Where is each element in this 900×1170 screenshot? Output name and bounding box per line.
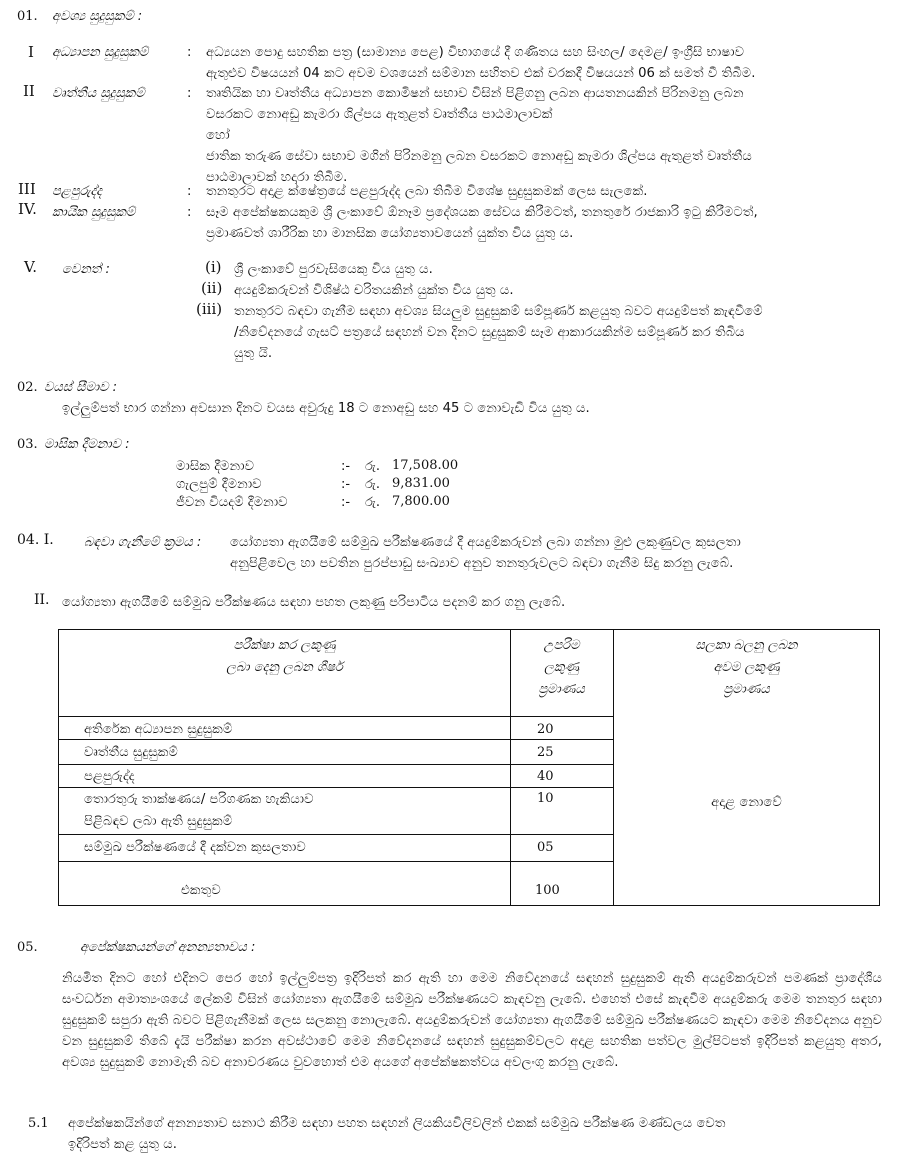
header-min-line-2: අවම ලකුණු	[713, 660, 780, 675]
item-iii-label: පළපුරුද්ද	[52, 184, 102, 199]
item-ii-line-3: හෝ	[206, 128, 230, 143]
section-03-number: 03.	[17, 437, 38, 452]
subsection-5-1-number: 5.1	[28, 1116, 49, 1131]
section-04-ii-number: II.	[34, 592, 50, 608]
item-iv-label: කායික සුදුසුකම්	[52, 205, 136, 220]
section-05-number: 05.	[17, 940, 38, 955]
header-criteria-line-1: පරීක්ෂා කර ලකුණු	[233, 638, 336, 653]
section-04-number: 04. I.	[17, 532, 54, 548]
section-05-title: අපේක්ෂකයන්ගේ අනන්‍යතාවය :	[80, 940, 256, 955]
allowance-currency: රු.	[365, 459, 381, 474]
item-i-line-1: අධ්‍යයන පොදු සහතික පත්‍ර (සාමාන්‍ය පෙළ) විභාගයේ දී ගණිතය සහ සිංහල/ දෙමළ/ ඉංග්‍රීසි භාෂාව	[206, 45, 745, 60]
age-limit-text: ඉල්ලුම්පත් භාර ගන්නා අවසාන දිනට වයස අවුරුදු 18 ට නොඅඩු සහ 45 ට නොවැඩි විය යුතු ය.	[62, 401, 590, 416]
header-min-line-3: ප්‍රමාණය	[723, 682, 770, 697]
table-row-marks: 10	[537, 791, 554, 806]
allowance-label: ජීවන වියදම් දීමනාව	[176, 495, 288, 510]
table-row-marks: 20	[537, 722, 554, 737]
item-v-iii-line-1: තනතුරට බඳවා ගැනීම සඳහා අවශ්‍ය සියලුම සුදුසුකම් සම්පූර්ණ කළයුතු බවට අයදුම්පත් කැඳවීමේ	[234, 304, 763, 319]
item-ii-line-1: තෘතියික හා වෘත්තීය අධ්‍යාපන කොමිෂන් සභාව විසින් පිළිගනු ලබන ආයතනයකින් පිරිනමනු ලබන	[206, 86, 744, 101]
table-row-marks: 05	[537, 840, 554, 855]
recruitment-line-1: යෝග්‍යතා ඇගයීමේ සම්මුඛ පරීක්ෂණයේ දී අයදුම්කරුවන් ලබා ගන්නා මුළු ලකුණුවල කුසලතා	[230, 535, 741, 550]
allowance-separator: :-	[341, 477, 351, 492]
item-v-iii-line-3: යුතු යි.	[234, 346, 273, 361]
table-row-marks: 40	[537, 769, 554, 784]
header-max-line-1: උපරිම	[543, 638, 580, 653]
item-iv-number: IV.	[18, 200, 37, 218]
section-01-number: 01.	[17, 9, 38, 24]
item-v-number: V.	[24, 258, 37, 276]
header-criteria-line-2: ලබා දෙනු ලබන ශීර්ෂ	[226, 660, 343, 675]
table-row-marks: 25	[537, 745, 554, 760]
item-ii-line-4: ජාතික තරුණ සේවා සභාව මගින් පිරිනමනු ලබන වසරකට නොඅඩු කැමරා ශිල්පය ඇතුළත් වෘත්තීය	[206, 149, 752, 164]
item-ii-label: වෘත්තීය සුදුසුකම්	[52, 86, 145, 101]
allowance-amount: 17,508.00	[392, 458, 459, 473]
allowance-label: මාසික දීමනාව	[176, 459, 255, 474]
item-iv-line-1: සෑම අපේක්ෂකයකුම ශ්‍රී ලංකාවේ ඕනෑම ප්‍රදේශයක සේවය කිරීමටත්, තනතුරේ රාජකාරි ඉටු කිරීමටත්,	[206, 205, 758, 220]
table-row-label: පළපුරුද්ද	[84, 769, 135, 784]
allowance-currency: රු.	[365, 495, 381, 510]
item-ii-number: II	[23, 82, 35, 100]
header-max-line-2: ලකුණු	[543, 660, 580, 675]
section-02-number: 02.	[17, 380, 38, 395]
subsection-5-1-line-1: අපේක්ෂකයින්ගේ අනන්‍යතාව සනාථ කිරීම සඳහා පහත සඳහන් ලියකියවිලිවලින් එකක් සම්මුඛ පරීක්ෂණ මණ්ඩලය වෙත	[68, 1116, 726, 1131]
allowance-label: ගැලපුම් දීමනාව	[176, 477, 262, 492]
recruitment-line-2: අනුපිළිවෙල හා පවතින පුරප්පාඩු සංඛ්‍යාව අනුව තනතුරුවලට බඳවා ගැනීම සිදු කරනු ලැබේ.	[230, 556, 734, 571]
item-v-i-number: (i)	[205, 258, 222, 276]
item-v-iii-line-2: /නිවේදනයේ ගැසට් පත්‍රයේ සඳහන් වන දිනට සුදුසුකම් සෑම ආකාරයකින්ම සම්පූර්ණ කර තිබිය	[234, 325, 745, 340]
item-iii-number: III	[18, 180, 36, 198]
item-v-iii-number: (iii)	[196, 300, 223, 318]
table-row-label: වෘත්තීය සුදුසුකම්	[84, 745, 178, 760]
item-iv-line-2: ප්‍රමාණවත් ශාරීරික හා මානසික යෝග්‍යතාවයෙන් යුක්ත විය යුතු ය.	[206, 226, 574, 241]
item-ii-line-2: වසරකට නොඅඩු කැමරා ශිල්පය ඇතුළත් වෘත්තීය පාඨමාලාවක්	[206, 107, 553, 122]
item-ii-colon: :	[187, 86, 192, 101]
minimum-marks-value: අදාළ නොවේ	[711, 795, 782, 810]
item-iv-colon: :	[187, 205, 192, 220]
item-iii-line-1: තනතුරට අදාළ ක්ෂේත්‍රයේ පළපුරුද්ද ලබා තිබීම විශේෂ සුදුසුකමක් ලෙස සැලකේ.	[206, 184, 648, 199]
item-ii-line-5: පාඨමාලාවක් හදාරා තිබීම.	[206, 170, 348, 185]
marking-scheme-intro: යෝග්‍යතා ඇගයීමේ සම්මුඛ පරීක්ෂණය සඳහා පහත ලකුණු පරිපාටිය පදනම් කර ගනු ලැබේ.	[62, 595, 566, 610]
identity-paragraph: නියමිත දිනට හෝ එදිනට පෙර හෝ ඉල්ලුම්පත්‍ර ඉදිරිපත් කර ඇති හා මෙම නිවේදනයේ සඳහන් සුදුසුකම් ඇති අයදුම්කරුවන් පමණක් ප්‍රාදේශීය සංවර්ධන අමාත්‍යංශයේ ලේකම් විසින් යෝග්‍යතා ඇගයීමේ සම්මුඛ පරීක්ෂණයට කැඳවනු ලැබේ. එහෙත් එසේ කැඳවීම අයදුම්කරු මෙම තනතුර සඳහා සුදුසුකම් සපුරා ඇති බවට පිළිගැනීමක් ලෙස සලකනු නොලැබේ. අයදුම්කරුවන් යෝග්‍යතා ඇගයීමේ සම්මුඛ පරීක්ෂණයට කැඳවා මෙම නිවේදනය අනුව වන සුදුසුකම් තිබේ දැයි පරීක්ෂා කරන අවස්ථාවේ මෙම නිවේදනයේ සඳහන් සුදුසුකම්වලට අදාළ සහතික පත්වල මුල්පිටපත් ඉදිරිපත් කළයුතු අතර, අවශ්‍ය සුදුසුකම් නොමැති බව අනාවරණය වුවහොත් එම අයගේ අපේක්ෂකත්වය අවලංගු කරනු ලැබේ.	[62, 971, 882, 1070]
header-max-line-3: ප්‍රමාණය	[538, 682, 585, 697]
allowance-amount: 7,800.00	[392, 494, 450, 509]
item-v-ii-text: අයදුම්කරුවන් විශිෂ්ඨ චරිතයකින් යුක්ත විය යුතු ය.	[234, 283, 514, 298]
table-row-label: සම්මුඛ පරීක්ෂණයේ දී දක්වන කුසලතාව	[84, 840, 306, 855]
item-i-line-2: ඇතුළුව විෂයයන් 04 කට අවම වශයෙන් සම්මාන සහිතව එක් වරකදී විෂයයන් 06 ක් සමත් වී තිබීම.	[206, 66, 756, 81]
table-row-label-continued: පිළිබඳව ලබා ඇති සුදුසුකම්	[84, 814, 233, 829]
subsection-5-1-line-2: ඉදිරිපත් කළ යුතු ය.	[68, 1137, 177, 1152]
header-min-line-1: සලකා බලනු ලබන	[695, 638, 798, 653]
table-total-label: එකතුව	[181, 883, 221, 898]
table-total-marks: 100	[535, 883, 560, 898]
section-02-title: වයස් සීමාව :	[44, 380, 118, 395]
table-row-label: අතිරේක අධ්‍යාපන සුදුසුකම්	[84, 722, 233, 737]
section-01-title: අවශ්‍ය සුදුසුකම් :	[52, 9, 143, 24]
section-03-title: මාසික දීමනාව :	[44, 437, 130, 452]
item-iii-colon: :	[187, 184, 192, 199]
allowance-amount: 9,831.00	[392, 476, 450, 491]
allowance-currency: රු.	[365, 477, 381, 492]
item-v-i-text: ශ්‍රී ලංකාවේ පුරවැසියෙකු විය යුතු ය.	[234, 262, 433, 277]
allowance-separator: :-	[341, 495, 351, 510]
marks-table	[58, 629, 880, 906]
table-row-label: තොරතුරු තාක්ෂණය/ පරිගණක හැකියාව	[84, 792, 314, 807]
allowance-separator: :-	[341, 459, 351, 474]
item-v-ii-number: (ii)	[201, 279, 223, 297]
item-i-number: I	[28, 43, 34, 61]
item-i-colon: :	[187, 45, 192, 60]
section-04-title: බඳවා ගැනීමේ ක්‍රමය :	[84, 535, 202, 550]
item-i-label: අධ්‍යාපන සුදුසුකම්	[52, 45, 149, 60]
item-v-label: වෙනත් :	[62, 262, 110, 277]
